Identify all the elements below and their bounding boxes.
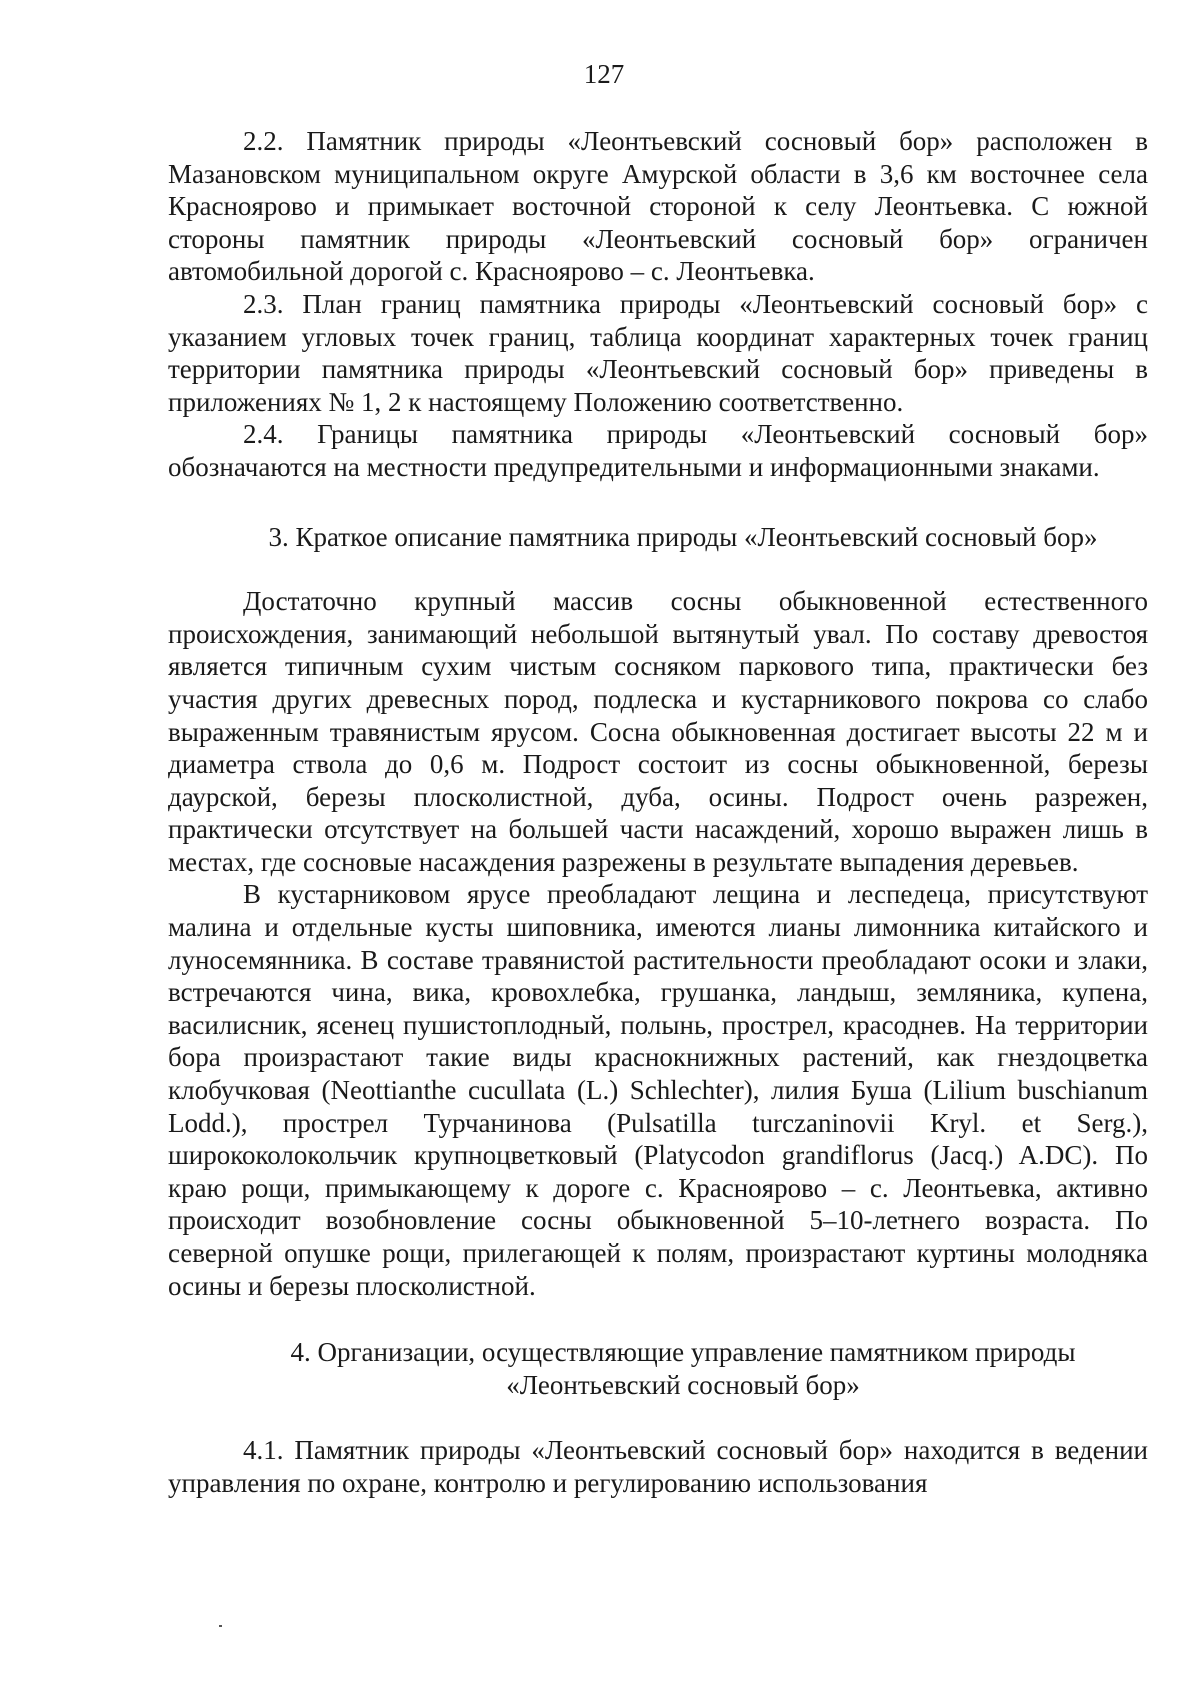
section-4-heading xyxy=(168,1336,1148,1401)
section-4-heading-line-2: «Леонтьевский сосновый бор» xyxy=(506,1369,860,1400)
section-3-heading: 3. Краткое описание памятника природы «Леонтьевский сосновый бор» xyxy=(268,521,1098,552)
paragraph-4-1: 4.1. Памятник природы «Леонтьевский сосновый бор» находится в ведении управления по охране, контролю и регулированию использования xyxy=(168,1435,1148,1498)
document-body xyxy=(168,125,1148,1500)
scan-speck xyxy=(219,1625,222,1627)
paragraph-2-3: 2.3. План границ памятника природы «Леонтьевский сосновый бор» с указанием угловых точек границ, таблица координат характерных точек границ территории памятника природы «Леонтьевский сосновый бор» приведены в приложениях № 1, 2 к настоящему Положению соответственно. xyxy=(168,288,1148,417)
page-number: 127 xyxy=(583,59,625,89)
paragraph-3-2: В кустарниковом ярусе преобладают лещина и леспедеца, присутствуют малина и отдельные кусты шиповника, имеются лианы лимонника китайского и луносемянника. В составе травянистой растительности преобладают осоки и злаки, встречаются чина, вика, кровохлебка, грушанка, ландыш, земляника, купена, василисник, ясенец пушистоплодный, полынь, прострел, красоднев. На территории бора произрастают такие виды краснокнижных растений, как гнездоцветка клобучковая (Neottianthe cucullata (L.) Schlechter), лилия Буша (Lilium buschianum Lodd.), прострел Турчанинова (Pulsatilla turczaninovii Kryl. et Serg.), ширококолокольчик крупноцветковый (Platycodon grandiflorus (Jacq.) A.DC). По краю рощи, примыкающему к дороге с. Краснoярово – с. Леонтьевка, активно происходит возобновление сосны обыкновенной 5–10-летнего возраста. По северной опушке рощи, прилегающей к полям, произрастают куртины молодняка осины и березы плосколистной. xyxy=(168,879,1148,1301)
paragraph-2-4: 2.4. Границы памятника природы «Леонтьевский сосновый бор» обозначаются на местности предупредительными и информационными знаками. xyxy=(168,419,1148,482)
paragraph-2-2: 2.2. Памятник природы «Леонтьевский сосновый бор» расположен в Мазановском муниципальном округе Амурской области в 3,6 км восточнее села Краснoярово и примыкает восточной стороной к селу Леонтьевка. С южной стороны памятник природы «Леонтьевский сосновый бор» ограничен автомобильной дорогой с. Краснoярово – с. Леонтьевка. xyxy=(168,126,1148,287)
section-4-heading-line-1: 4. Организации, осуществляющие управление памятником природы xyxy=(290,1337,1076,1368)
paragraph-3-1: Достаточно крупный массив сосны обыкновенной естественного происхождения, занимающий небольшой вытянутый увал. По составу древостоя является типичным сухим чистым сосняком паркового типа, практически без участия других древесных пород, подлеска и кустарникового покрова со слабо выраженным травянистым ярусом. Сосна обыкновенная достигает высоты 22 м и диаметра ствола до 0,6 м. Подрост состоит из сосны обыкновенной, березы даурской, березы плосколистной, дуба, осины. Подрост очень разрежен, практически отсутствует на большей части насаждений, хорошо выражен лишь в местах, где сосновые насаждения разрежены в результате выпадения деревьев. xyxy=(168,586,1148,877)
